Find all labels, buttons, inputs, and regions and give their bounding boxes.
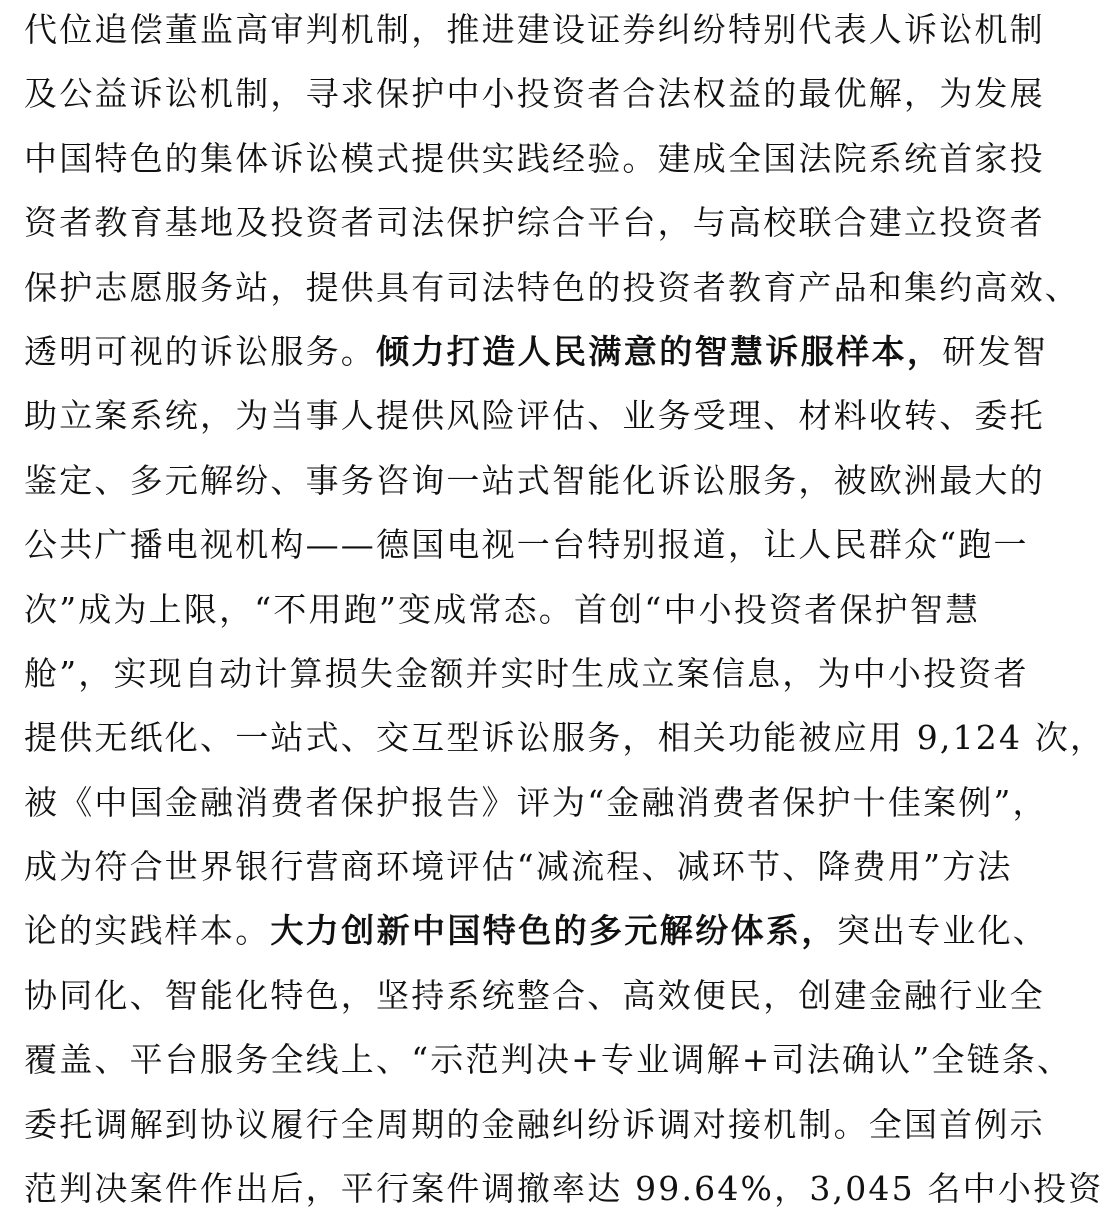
text-segment: 突出专业化、: [836, 911, 1049, 951]
text-segment: 代位追偿董监高审判机制，推进建设证券纠纷特别代表人诉讼机制: [24, 10, 1045, 49]
text-line: [24, 775, 1048, 839]
text-line: [24, 131, 1045, 195]
text-line: [24, 1161, 1104, 1225]
text-segment: 协同化、智能化特色，坚持系统整合、高效便民，创建金融行业全: [24, 975, 1045, 1015]
text-segment: 公共广播电视机构——德国电视一台特别报道，让人民群众“跑一: [24, 525, 1029, 565]
text-segment: 范判决案件作出后，平行案件调撤率达 99.64%，3,045 名中小投资: [24, 1169, 1104, 1209]
text-segment: 保护志愿服务站，提供具有司法特色的投资者教育产品和集约高效、: [24, 267, 1080, 307]
text-line: [24, 453, 1045, 517]
text-segment: 委托调解到协议履行全周期的金融纠纷诉调对接机制。全国首例示: [24, 1104, 1045, 1144]
text-line: [24, 517, 1029, 581]
text-segment: 被《中国金融消费者保护报告》评为“金融消费者保护十佳案例”，: [24, 782, 1048, 822]
text-line: [24, 324, 1049, 388]
text-line: [24, 66, 1045, 130]
text-line: [24, 582, 999, 646]
text-segment: 资者教育基地及投资者司法保护综合平台，与高校联合建立投资者: [24, 203, 1045, 243]
text-segment: 次”成为上限，“不用跑”变成常态。首创“中小投资者保护智慧: [24, 589, 981, 629]
text-line: [24, 2, 1045, 66]
text-segment: 助立案系统，为当事人提供风险评估、业务受理、材料收转、委托: [24, 396, 1045, 436]
bold-heading-segment: 大力创新中国特色的多元解纷体系，: [270, 911, 837, 951]
text-segment: 中国特色的集体诉讼模式提供实践经验。建成全国法院系统首家投: [24, 138, 1045, 178]
text-segment: 透明可视的诉讼服务。: [24, 331, 376, 371]
text-line: [24, 1032, 1073, 1096]
text-line: [24, 195, 1045, 259]
text-line: [24, 646, 1029, 710]
text-segment: 研发智: [942, 331, 1049, 371]
text-segment: 鉴定、多元解纷、事务咨询一站式智能化诉讼服务，被欧洲最大的: [24, 460, 1045, 500]
text-segment: 及公益诉讼机制，寻求保护中小投资者合法权益的最优解，为发展: [24, 74, 1045, 114]
text-segment: 舱”，实现自动计算损失金额并实时生成立案信息，为中小投资者: [24, 653, 1029, 693]
text-segment: 提供无纸化、一站式、交互型诉讼服务，相关功能被应用 9,124 次，: [24, 718, 1105, 758]
text-line: [24, 710, 1105, 774]
text-line: [24, 260, 1080, 324]
text-segment: 成为符合世界银行营商环境评估“减流程、减环节、降费用”方法: [24, 847, 1013, 887]
text-line: [24, 903, 1049, 967]
bold-heading-segment: 倾力打造人民满意的智慧诉服样本，: [376, 331, 943, 371]
text-line: [24, 388, 1045, 452]
text-segment: 覆盖、平台服务全线上、“示范判决+专业调解+司法确认”全链条、: [24, 1040, 1073, 1080]
text-line: [24, 968, 1045, 1032]
text-segment: 论的实践样本。: [24, 911, 271, 951]
text-line: [24, 839, 1013, 903]
text-line: [24, 1097, 1045, 1161]
